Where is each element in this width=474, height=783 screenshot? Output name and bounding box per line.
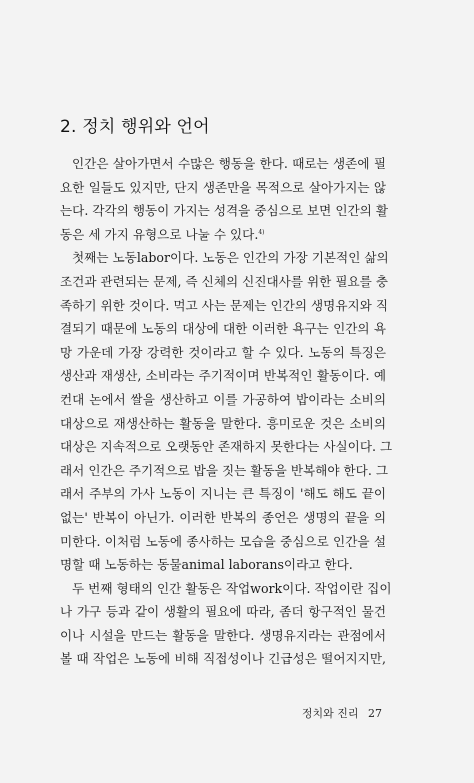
text-line: 두 번째 형태의 인간 활동은 작업work이다. 작업이란 집이 — [72, 580, 392, 596]
text-line: 없는' 반복이 아닌가. 이러한 반복의 종언은 생명의 끝을 의 — [60, 509, 386, 525]
text-line: 래서 주부의 가사 노동이 지니는 큰 특징이 '해도 해도 끝이 — [60, 486, 386, 502]
text-line: 컨대 논에서 쌀을 생산하고 이를 가공하여 밥이라는 소비의 — [60, 391, 386, 407]
text-line: 조건과 관련되는 문제, 즉 신체의 신진대사를 위한 필요를 충 — [60, 273, 389, 289]
text-line: 나 가구 등과 같이 생활의 필요에 따라, 좀더 항구적인 물건 — [60, 604, 386, 620]
text-line: 생산과 재생산, 소비라는 주기적이며 반복적인 활동이다. 예 — [60, 368, 386, 384]
text-line: 볼 때 작업은 노동에 비해 직접성이나 긴급성은 떨어지지만, — [60, 651, 386, 667]
text-line: 족하기 위한 것이다. 먹고 사는 문제는 인간의 생명유지와 직 — [60, 297, 389, 313]
text-line: 결되기 때문에 노동의 대상에 대한 이러한 욕구는 인간의 욕 — [60, 321, 386, 337]
text-line: 망 가운데 가장 강력한 것이라고 할 수 있다. 노동의 특징은 — [60, 344, 386, 360]
text-line: 미한다. 이처럼 노동에 종사하는 모습을 중심으로 인간을 설 — [60, 533, 386, 549]
page-footer — [302, 705, 382, 721]
section-title: 2. 정치 행위와 언어 — [60, 117, 210, 137]
text-line: 동은 세 가지 유형으로 나눌 수 있다. — [60, 226, 259, 242]
footnote-marker: 4) — [258, 228, 265, 236]
page-number: 27 — [368, 707, 382, 720]
running-title: 정치와 진리 — [301, 707, 359, 720]
text-line: 는다. 각각의 행동이 가지는 성격을 중심으로 보면 인간의 활 — [60, 203, 389, 219]
text-line: 대상은 지속적으로 오랫동안 존재하지 못한다는 사실이다. 그 — [60, 439, 393, 455]
body-text — [60, 152, 393, 671]
text-line: 래서 인간은 주기적으로 밥을 짓는 활동을 반복해야 한다. 그 — [60, 462, 389, 478]
text-line-last — [60, 223, 386, 247]
text-line: 요한 일들도 있지만, 단지 생존만을 목적으로 살아가지는 않 — [60, 179, 386, 195]
text-line: 명할 때 노동하는 동물animal laborans이라고 한다. — [60, 557, 353, 573]
paragraph-3 — [60, 577, 392, 671]
text-line: 인간은 살아가면서 수많은 행동을 한다. 때로는 생존에 필 — [72, 156, 386, 171]
paragraph-1 — [60, 152, 389, 246]
text-line: 이나 시설을 만드는 활동을 말한다. 생명유지라는 관점에서 — [60, 627, 386, 643]
text-line: 첫째는 노동labor이다. 노동은 인간의 가장 기본적인 삶의 — [72, 250, 389, 266]
text-line: 대상으로 재생산하는 활동을 말한다. 흥미로운 것은 소비의 — [60, 415, 386, 431]
paragraph-2 — [60, 246, 393, 576]
